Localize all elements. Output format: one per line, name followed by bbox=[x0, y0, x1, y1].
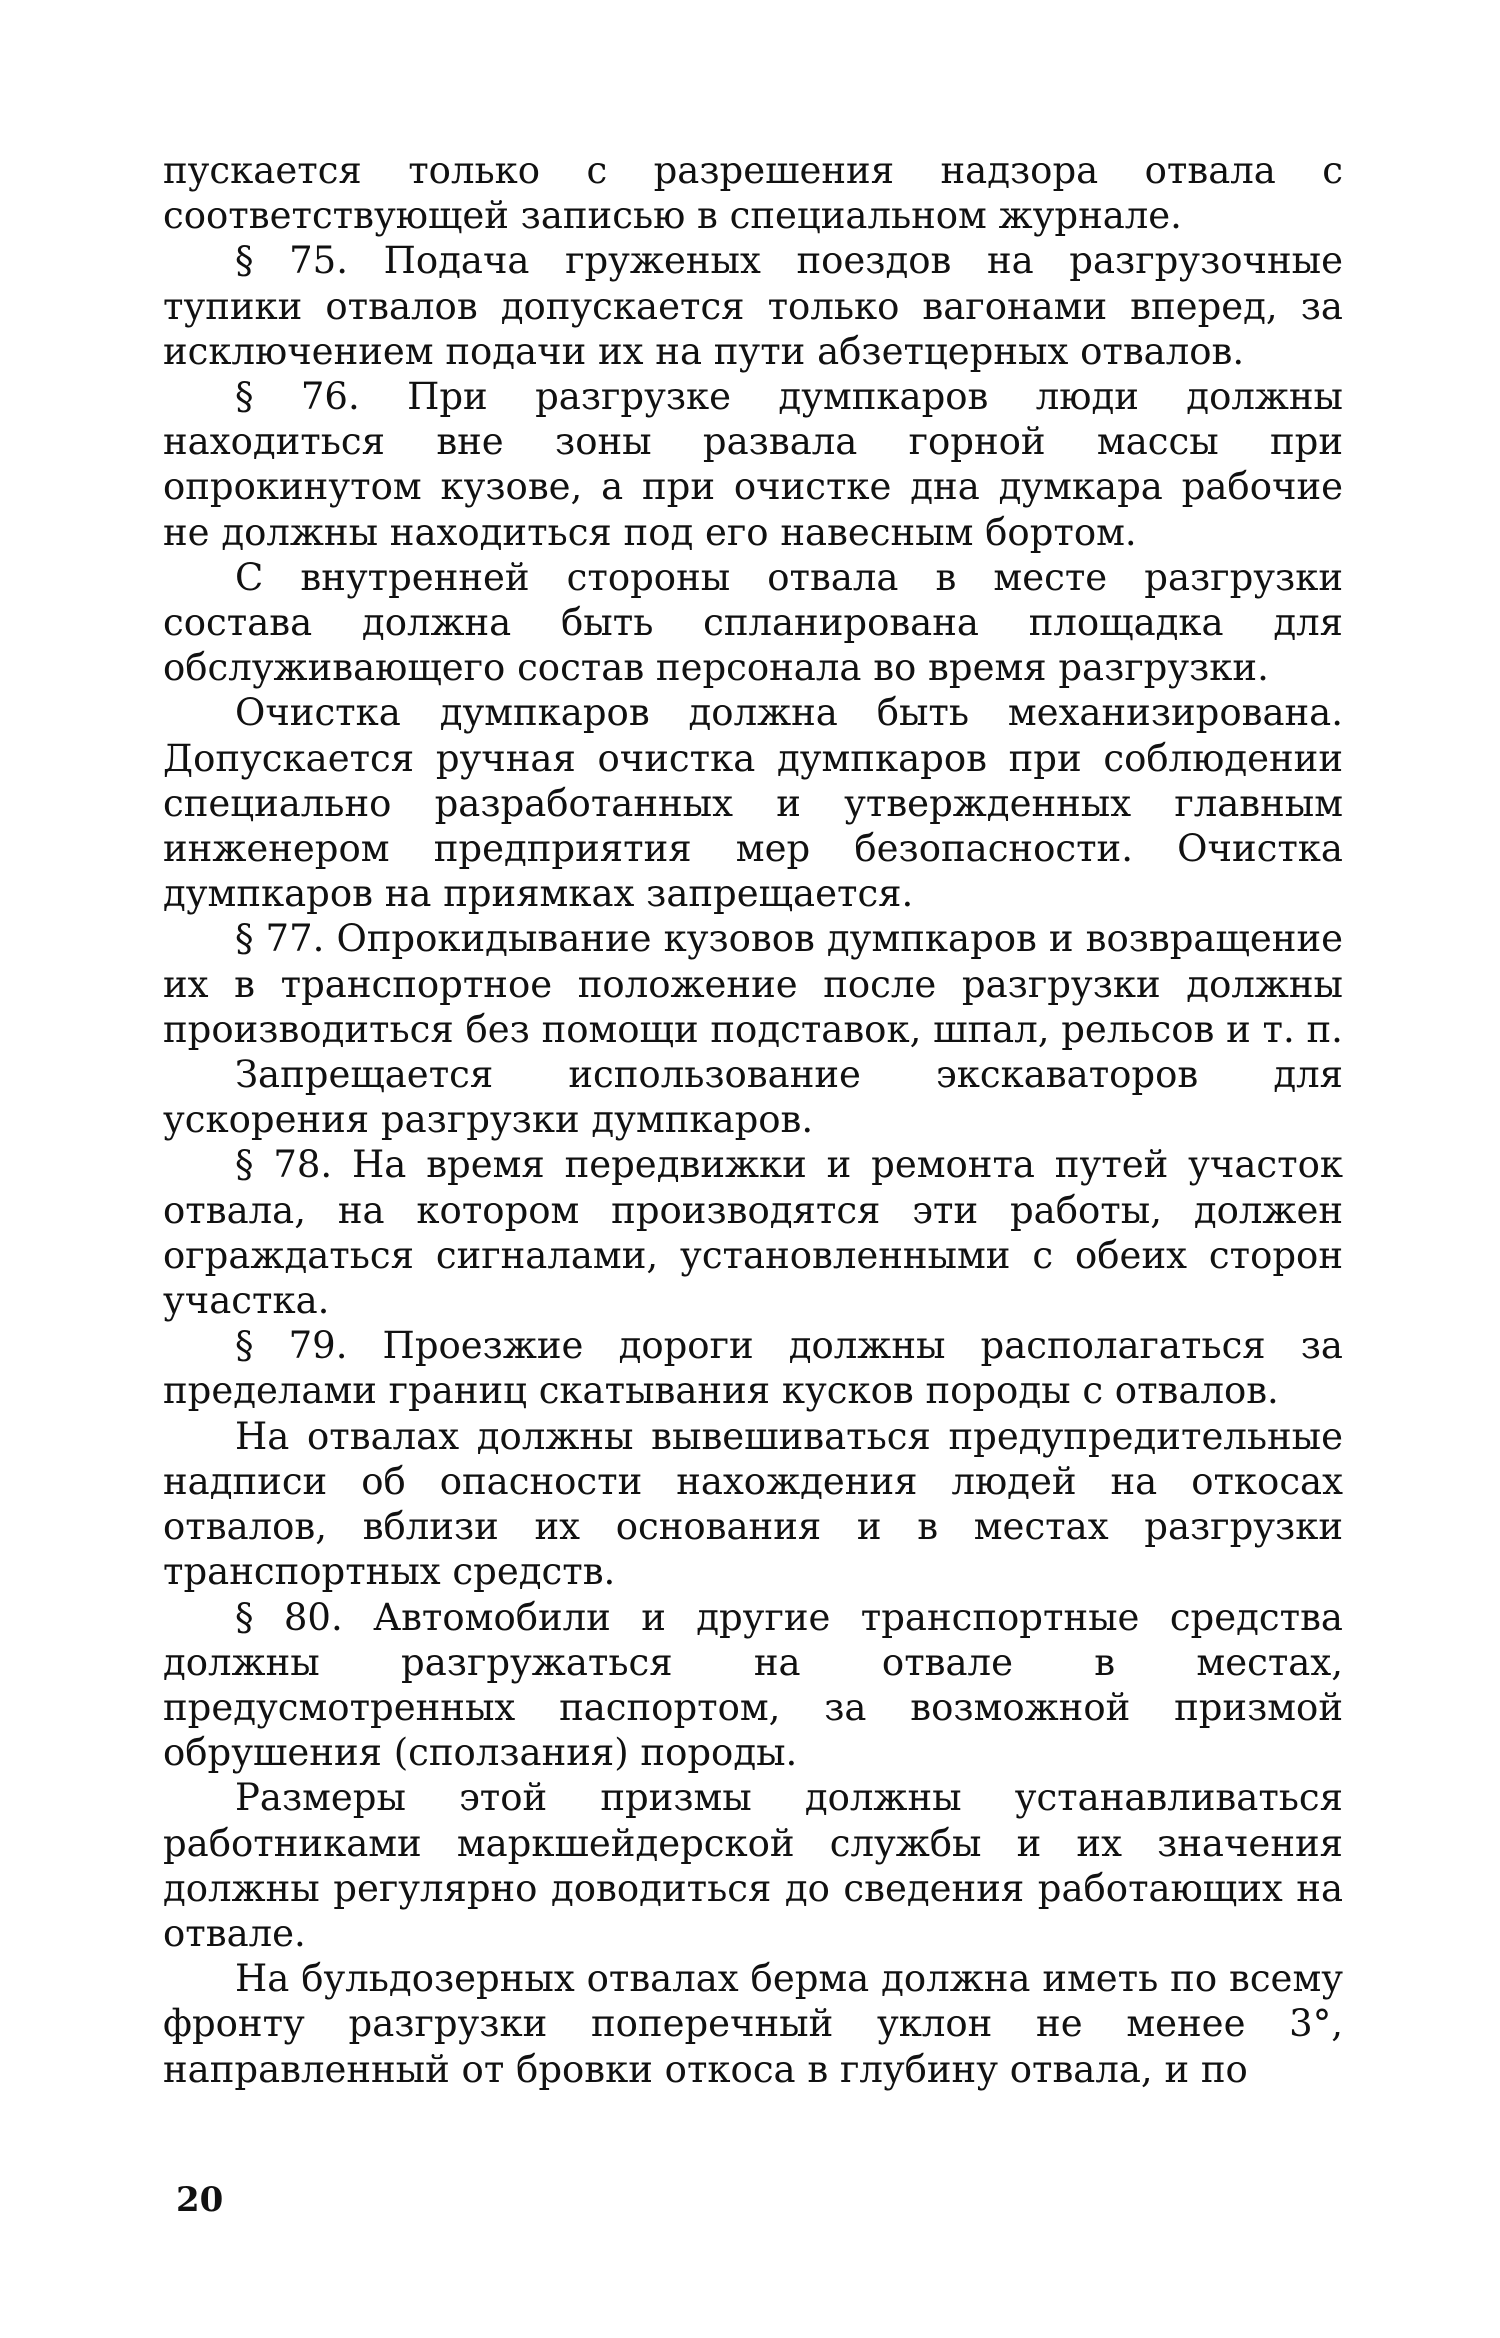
paragraph-80-bulldozer: На бульдозерных отвалах берма должна иметь по всему фронту разгрузки поперечный уклон не менее 3°, направленный от бровки откоса в глубину отвала, и по bbox=[163, 1957, 1343, 2091]
paragraph-79: § 79. Проезжие дороги должны располагаться за пределами границ скатывания кусков породы с отвалов. bbox=[163, 1324, 1343, 1413]
paragraph-79-warnings: На отвалах должны вывешиваться предупредительные надписи об опасности нахождения людей на откосах отвалов, вблизи их основания и в местах разгрузки транспортных средств. bbox=[163, 1414, 1343, 1594]
paragraph-77-excavators: Запрещается использование экскаваторов для ускорения разгрузки думпкаров. bbox=[163, 1053, 1343, 1142]
paragraph-80-prism-size: Размеры этой призмы должны устанавливаться работниками маркшейдерской службы и их значения должны регулярно доводиться до сведения работающих на отвале. bbox=[163, 1776, 1343, 1955]
paragraph-76-inner-side: С внутренней стороны отвала в месте разгрузки состава должна быть спланирована площадка для обслуживающего состав персонала во время разгрузки. bbox=[163, 555, 1343, 690]
paragraph-continuation: пускается только с разрешения надзора отвала с соответствующей записью в специальном журнале. bbox=[163, 149, 1343, 238]
paragraph-77: § 77. Опрокидывание кузовов думпкаров и возвращение их в транспортное положение после разгрузки должны производиться без помощи подставок, шпал, рельсов и т. п. bbox=[163, 917, 1343, 1051]
paragraph-76-cleaning: Очистка думпкаров должна быть механизирована. Допускается ручная очистка думпкаров при соблюдении специально разработанных и утвержденных главным инженером предприятия мер безопасности. Очистка думпкаров на приямках запрещается. bbox=[163, 691, 1343, 916]
page-body bbox=[163, 148, 1343, 2092]
paragraph-80: § 80. Автомобили и другие транспортные средства должны разгружаться на отвале в местах, предусмотренных паспортом, за возможной призмой обрушения (сползания) породы. bbox=[163, 1595, 1343, 1775]
paragraph-76: § 76. При разгрузке думпкаров люди должны находиться вне зоны развала горной массы при опрокинутом кузове, а при очистке дна думкара рабочие не должны находиться под его навесным бортом. bbox=[163, 375, 1343, 554]
page-number: 20 bbox=[176, 2180, 224, 2220]
paragraph-75: § 75. Подача груженых поездов на разгрузочные тупики отвалов допускается только вагонами вперед, за исключением подачи их на пути абзетцерных отвалов. bbox=[163, 239, 1343, 373]
paragraph-78: § 78. На время передвижки и ремонта путей участок отвала, на котором производятся эти работы, должен ограждаться сигналами, установленными с обеих сторон участка. bbox=[163, 1143, 1343, 1323]
